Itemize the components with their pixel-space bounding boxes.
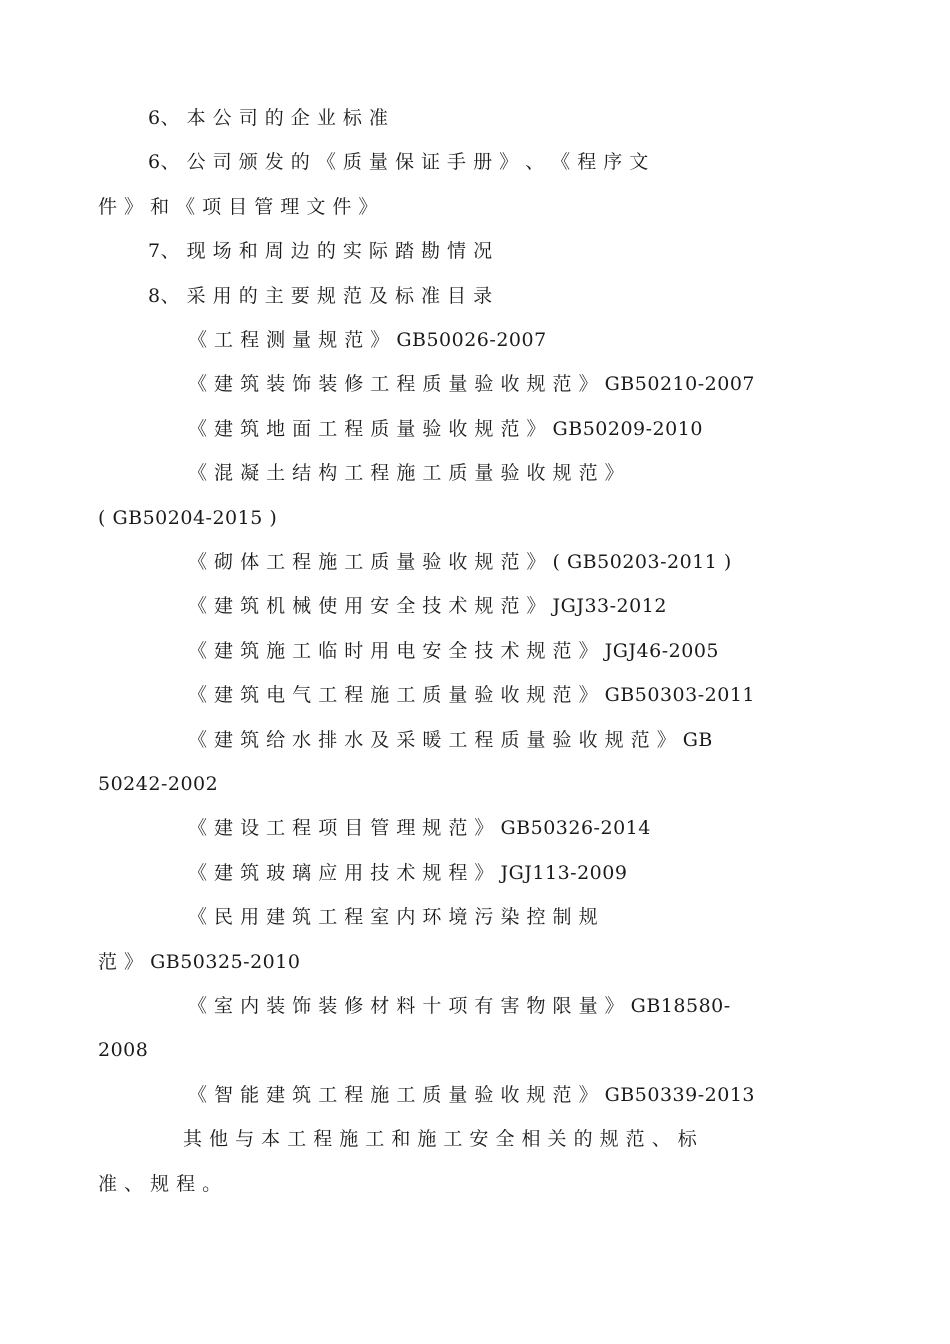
standard-gb50325: 《 民 用 建 筑 工 程 室 内 环 境 污 染 控 制 规 xyxy=(188,906,599,928)
item-6-quality-manual: 6、 公 司 颁 发 的 《 质 量 保 证 手 册 》 、 《 程 序 文 xyxy=(148,151,649,173)
standard-jgj33: 《 建 筑 机 械 使 用 安 全 技 术 规 范 》 JGJ33-2012 xyxy=(188,595,667,617)
standard-gb50210: 《 建 筑 装 饰 装 修 工 程 质 量 验 收 规 范 》 GB50210-2007 xyxy=(188,373,755,395)
other-standards-note: 其 他 与 本 工 程 施 工 和 施 工 安 全 相 关 的 规 范 、 标 xyxy=(183,1128,698,1150)
standard-gb18580-code: 2008 xyxy=(98,1039,149,1061)
other-standards-note-cont: 准 、 规 程 。 xyxy=(98,1173,222,1195)
standard-gb50303: 《 建 筑 电 气 工 程 施 工 质 量 验 收 规 范 》 GB50303-2011 xyxy=(188,684,755,706)
item-6-quality-manual-cont: 件 》 和 《 项 目 管 理 文 件 》 xyxy=(98,196,378,218)
standard-gb50242-code: 50242-2002 xyxy=(98,773,219,795)
standard-gb50204-code: ( GB50204-2015 ) xyxy=(98,507,278,529)
standard-gb50339: 《 智 能 建 筑 工 程 施 工 质 量 验 收 规 范 》 GB50339-2013 xyxy=(188,1084,755,1106)
standard-gb50204: 《 混 凝 土 结 构 工 程 施 工 质 量 验 收 规 范 》 xyxy=(188,462,625,484)
item-7-site-survey: 7、 现 场 和 周 边 的 实 际 踏 勘 情 况 xyxy=(148,240,493,262)
standard-jgj113: 《 建 筑 玻 璃 应 用 技 术 规 程 》 JGJ113-2009 xyxy=(188,862,628,884)
item-8-standards-list-heading: 8、 采 用 的 主 要 规 范 及 标 准 目 录 xyxy=(148,285,493,307)
standard-gb18580: 《 室 内 装 饰 装 修 材 料 十 项 有 害 物 限 量 》 GB18580- xyxy=(188,995,731,1017)
standard-gb50326: 《 建 设 工 程 项 目 管 理 规 范 》 GB50326-2014 xyxy=(188,817,651,839)
item-6-company-standards: 6、 本 公 司 的 企 业 标 准 xyxy=(148,107,389,129)
standard-gb50026: 《 工 程 测 量 规 范 》 GB50026-2007 xyxy=(188,329,547,351)
standard-gb50325-code: 范 》 GB50325-2010 xyxy=(98,951,301,973)
standard-jgj46: 《 建 筑 施 工 临 时 用 电 安 全 技 术 规 范 》 JGJ46-2005 xyxy=(188,640,719,662)
standard-gb50203: 《 砌 体 工 程 施 工 质 量 验 收 规 范 》 ( GB50203-2011 ) xyxy=(188,551,732,573)
standard-gb50242: 《 建 筑 给 水 排 水 及 采 暖 工 程 质 量 验 收 规 范 》 GB xyxy=(188,729,713,751)
standard-gb50209: 《 建 筑 地 面 工 程 质 量 验 收 规 范 》 GB50209-2010 xyxy=(188,418,703,440)
